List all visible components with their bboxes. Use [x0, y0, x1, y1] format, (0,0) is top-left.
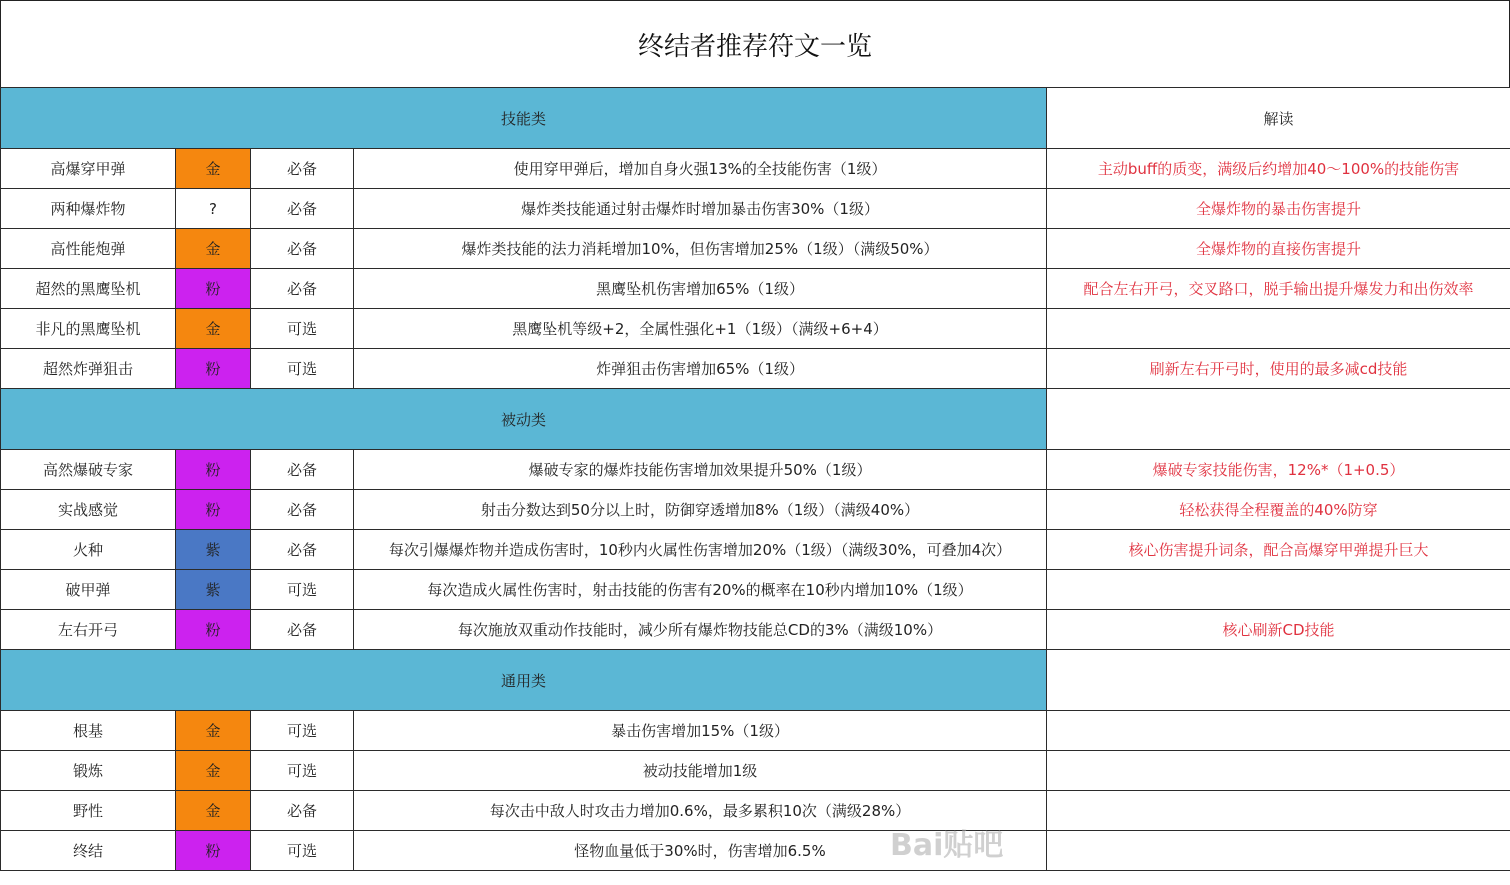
rune-priority: 必备	[251, 269, 354, 309]
rune-interpretation: 全爆炸物的暴击伤害提升	[1047, 189, 1510, 229]
rune-effect: 爆炸类技能通过射击爆炸时增加暴击伤害30%（1级）	[354, 189, 1047, 229]
rune-interpretation	[1047, 570, 1510, 610]
rune-effect: 暴击伤害增加15%（1级）	[354, 711, 1047, 751]
rune-rarity: 紫	[176, 570, 251, 610]
rune-interpretation: 刷新左右开弓时，使用的最多减cd技能	[1047, 349, 1510, 389]
rune-priority: 可选	[251, 711, 354, 751]
rune-name: 高爆穿甲弹	[1, 149, 176, 189]
section-title: 技能类	[1, 88, 1047, 149]
rune-rarity: 金	[176, 149, 251, 189]
rune-rarity: 粉	[176, 831, 251, 871]
rune-rarity: 金	[176, 751, 251, 791]
rune-name: 左右开弓	[1, 610, 176, 650]
rune-row	[1, 711, 1510, 751]
rune-table	[0, 87, 1510, 871]
rune-name: 终结	[1, 831, 176, 871]
rune-row	[1, 490, 1510, 530]
rune-priority: 必备	[251, 490, 354, 530]
rune-row	[1, 189, 1510, 229]
rune-interpretation	[1047, 309, 1510, 349]
rune-name: 高然爆破专家	[1, 450, 176, 490]
rune-name: 野性	[1, 791, 176, 831]
rune-name: 实战感觉	[1, 490, 176, 530]
rune-priority: 可选	[251, 570, 354, 610]
section-note-blank	[1047, 389, 1510, 450]
rune-priority: 可选	[251, 349, 354, 389]
rune-interpretation	[1047, 711, 1510, 751]
rune-interpretation	[1047, 831, 1510, 871]
rune-interpretation: 全爆炸物的直接伤害提升	[1047, 229, 1510, 269]
rune-effect: 每次造成火属性伤害时，射击技能的伤害有20%的概率在10秒内增加10%（1级）	[354, 570, 1047, 610]
rune-rarity: 粉	[176, 490, 251, 530]
baidu-tieba-watermark: Bai贴吧	[890, 828, 1004, 863]
rune-priority: 必备	[251, 791, 354, 831]
section-title: 通用类	[1, 650, 1047, 711]
rune-rarity: 粉	[176, 349, 251, 389]
rune-rarity: 紫	[176, 530, 251, 570]
rune-row	[1, 309, 1510, 349]
rune-interpretation: 核心伤害提升词条，配合高爆穿甲弹提升巨大	[1047, 530, 1510, 570]
rune-interpretation: 爆破专家技能伤害，12%*（1+0.5）	[1047, 450, 1510, 490]
rune-effect: 被动技能增加1级	[354, 751, 1047, 791]
rune-priority: 必备	[251, 189, 354, 229]
rune-priority: 必备	[251, 149, 354, 189]
rune-priority: 必备	[251, 450, 354, 490]
rune-priority: 必备	[251, 229, 354, 269]
rune-row	[1, 791, 1510, 831]
rune-interpretation	[1047, 751, 1510, 791]
rune-effect: 每次施放双重动作技能时，减少所有爆炸物技能总CD的3%（满级10%）	[354, 610, 1047, 650]
section-title: 被动类	[1, 389, 1047, 450]
rune-interpretation: 配合左右开弓，交叉路口，脱手输出提升爆发力和出伤效率	[1047, 269, 1510, 309]
section-header-row	[1, 88, 1510, 149]
rune-priority: 必备	[251, 530, 354, 570]
rune-row	[1, 349, 1510, 389]
rune-effect: 射击分数达到50分以上时，防御穿透增加8%（1级）（满级40%）	[354, 490, 1047, 530]
rune-effect: 炸弹狙击伤害增加65%（1级）	[354, 349, 1047, 389]
rune-name: 两种爆炸物	[1, 189, 176, 229]
rune-row	[1, 570, 1510, 610]
rune-row	[1, 751, 1510, 791]
rune-effect: 每次引爆爆炸物并造成伤害时，10秒内火属性伤害增加20%（1级）（满级30%，可叠加4次）	[354, 530, 1047, 570]
rune-effect: 使用穿甲弹后，增加自身火强13%的全技能伤害（1级）	[354, 149, 1047, 189]
rune-effect: 怪物血量低于30%时，伤害增加6.5%	[354, 831, 1047, 871]
rune-rarity: 金	[176, 711, 251, 751]
rune-row	[1, 610, 1510, 650]
rune-priority: 可选	[251, 309, 354, 349]
rune-name: 锻炼	[1, 751, 176, 791]
rune-rarity: 粉	[176, 450, 251, 490]
rune-interpretation	[1047, 791, 1510, 831]
rune-effect: 每次击中敌人时攻击力增加0.6%，最多累积10次（满级28%）	[354, 791, 1047, 831]
interpretation-header: 解读	[1047, 88, 1510, 149]
section-note-blank	[1047, 650, 1510, 711]
section-header-row	[1, 389, 1510, 450]
rune-name: 高性能炮弹	[1, 229, 176, 269]
rune-rarity: 粉	[176, 610, 251, 650]
rune-name: 超然的黑鹰坠机	[1, 269, 176, 309]
rune-name: 根基	[1, 711, 176, 751]
rune-interpretation: 轻松获得全程覆盖的40%防穿	[1047, 490, 1510, 530]
rune-rarity: 金	[176, 791, 251, 831]
rune-effect: 爆炸类技能的法力消耗增加10%，但伤害增加25%（1级）（满级50%）	[354, 229, 1047, 269]
rune-interpretation: 主动buff的质变，满级后约增加40～100%的技能伤害	[1047, 149, 1510, 189]
rune-priority: 必备	[251, 610, 354, 650]
rune-priority: 可选	[251, 751, 354, 791]
rune-priority: 可选	[251, 831, 354, 871]
rune-row	[1, 831, 1510, 871]
rune-effect: 黑鹰坠机伤害增加65%（1级）	[354, 269, 1047, 309]
rune-name: 破甲弹	[1, 570, 176, 610]
rune-effect: 爆破专家的爆炸技能伤害增加效果提升50%（1级）	[354, 450, 1047, 490]
rune-row	[1, 450, 1510, 490]
rune-row	[1, 530, 1510, 570]
rune-rarity: 金	[176, 229, 251, 269]
rune-row	[1, 149, 1510, 189]
page-title: 终结者推荐符文一览	[0, 0, 1510, 87]
rune-rarity: ?	[176, 189, 251, 229]
rune-row	[1, 269, 1510, 309]
rune-interpretation: 核心刷新CD技能	[1047, 610, 1510, 650]
section-header-row	[1, 650, 1510, 711]
rune-row	[1, 229, 1510, 269]
rune-rarity: 粉	[176, 269, 251, 309]
rune-name: 超然炸弹狙击	[1, 349, 176, 389]
rune-name: 非凡的黑鹰坠机	[1, 309, 176, 349]
rune-rarity: 金	[176, 309, 251, 349]
rune-effect: 黑鹰坠机等级+2，全属性强化+1（1级）（满级+6+4）	[354, 309, 1047, 349]
rune-name: 火种	[1, 530, 176, 570]
